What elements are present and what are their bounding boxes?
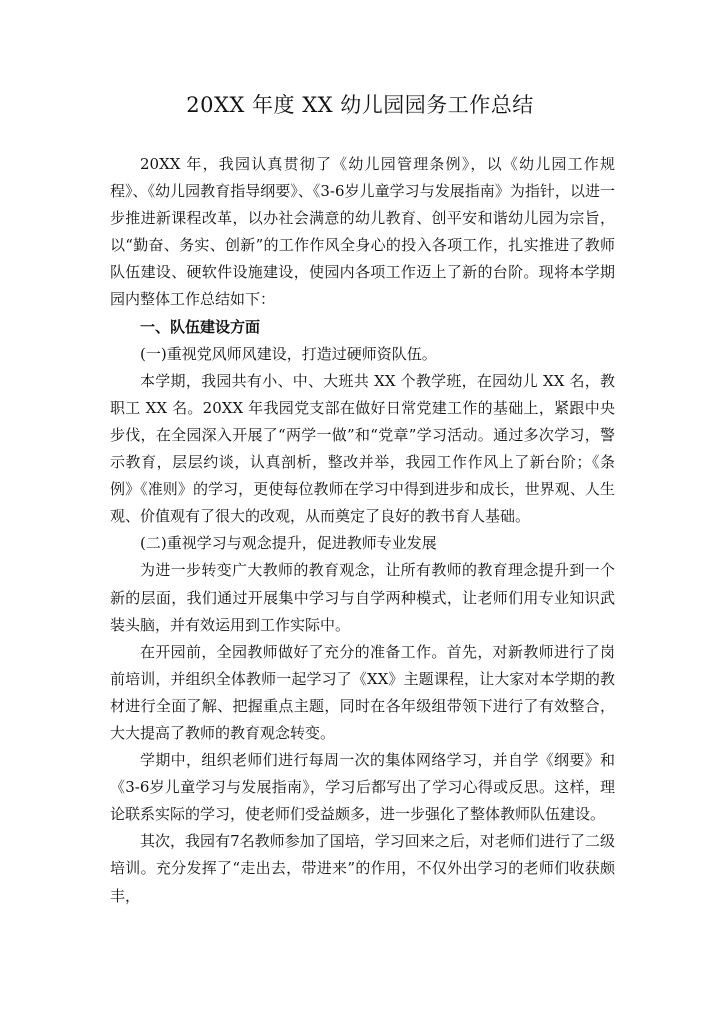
subsection-heading-party-style: (一)重视党风师风建设，打造过硬师资队伍。 [140,344,437,363]
intro-paragraph: 20XX 年，我园认真贯彻了《幼儿园管理条例》，以《幼儿园工作规程》、《幼儿园教育指导纲要》、《3-6岁儿童学习与发展指南》为指针，以进一步推进新课程改革，以办社会满意的幼儿教育、创平安和谐幼儿园为宗旨，以“勤奋、务实、创新”的工作作风全身心的投入各项工作，扎实推进了教师队伍建设、硬软件设施建设，使园内各项工作迈上了新的台阶。现将本学期园内整体工作总结如下： [110,155,615,309]
body-paragraph: 为进一步转变广大教师的教育观念，让所有教师的教育理念提升到一个新的层面，我们通过开展集中学习与自学两种模式，让老师们用专业知识武装头脑，并有效运用到工作实际中。 [110,561,615,634]
document-title: 20XX 年度 XX 幼儿园园务工作总结 [186,93,534,117]
document-body [110,151,615,910]
body-paragraph: 其次，我园有7名教师参加了国培，学习回来之后，对老师们进行了二级培训。充分发挥了“走出去，带进来”的作用，不仅外出学习的老师们收获颇丰， [110,832,615,905]
body-paragraph: 在开园前，全园教师做好了充分的准备工作。首先，对新教师进行了岗前培训，并组织全体教师一起学习了《XX》主题课程，让大家对本学期的教材进行全面了解、把握重点主题，同时在各年级组带领下进行了有效整合，大大提高了教师的教育观念转变。 [110,642,615,742]
section-heading-team-building: 一、队伍建设方面 [140,317,261,336]
subsection-heading-learning: (二)重视学习与观念提升，促进教师专业发展 [140,534,437,553]
body-paragraph: 学期中，组织老师们进行每周一次的集体网络学习，并自学《纲要》和《3-6岁儿童学习与发展指南》，学习后都写出了学习心得或反思。这样，理论联系实际的学习，使老师们受益颇多，进一步强化了整体教师队伍建设。 [110,751,615,824]
body-paragraph: 本学期，我园共有小、中、大班共 XX 个教学班，在园幼儿 XX 名，教职工 XX 名。20XX 年我园党支部在做好日常党建工作的基础上，紧跟中央步伐，在全园深入开展了“两学一做”和“党章”学习活动。通过多次学习，警示教育，层层约谈，认真剖析，整改并举，我园工作作风上了新台阶；《条例》《准则》的学习，更使每位教师在学习中得到进步和成长，世界观、人生观、价值观有了很大的改观，从而奠定了良好的教书育人基础。 [110,371,615,526]
